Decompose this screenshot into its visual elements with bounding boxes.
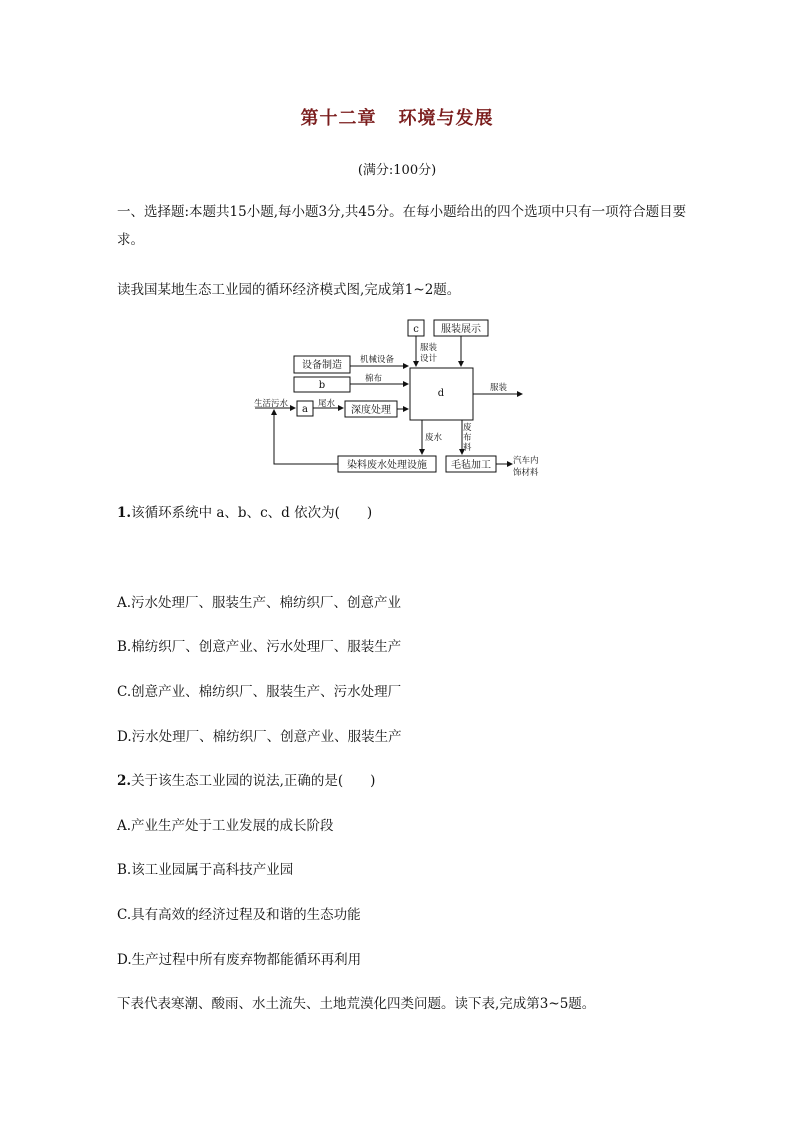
label-box-a: a [302, 404, 308, 415]
label-design-2: 设计 [420, 354, 438, 364]
label-wastewater: 废水 [425, 433, 443, 443]
label-clothing: 服装 [490, 383, 508, 393]
circular-economy-diagram [250, 316, 560, 482]
label-tailwater: 尾水 [318, 399, 336, 409]
label-cotton: 棉布 [365, 374, 383, 384]
question-2-number: 2. [117, 773, 132, 789]
q1-option-c: C.创意产业、棉纺织厂、服装生产、污水处理厂 [117, 684, 402, 700]
q1-option-d: D.污水处理厂、棉纺织厂、创意产业、服装生产 [117, 729, 402, 745]
label-box-c: c [413, 324, 419, 335]
label-scrap-2: 布 [463, 433, 472, 443]
label-design-1: 服装 [420, 343, 438, 353]
label-box-d: d [437, 388, 445, 399]
question-2-stem: 关于该生态工业园的说法,正确的是( ) [131, 773, 376, 789]
label-box-b: b [318, 380, 326, 391]
q2-option-a: A.产业生产处于工业发展的成长阶段 [117, 818, 334, 834]
score-note: (满分:100分) [357, 163, 437, 178]
table-intro: 下表代表寒潮、酸雨、水土流失、土地荒漠化四类问题。读下表,完成第3~5题。 [117, 996, 596, 1012]
label-scrap-1: 废 [463, 423, 472, 433]
label-equipment: 设备制造 [302, 360, 342, 371]
question-1-stem: 该循环系统中 a、b、c、d 依次为( ) [131, 505, 373, 521]
label-machinery: 机械设备 [360, 355, 395, 365]
label-sewage: 生活污水 [254, 399, 289, 409]
chapter-name: 环境与发展 [398, 108, 494, 129]
label-car-2: 饰材料 [513, 468, 539, 478]
diagram-intro: 读我国某地生态工业园的循环经济模式图,完成第1~2题。 [117, 282, 461, 298]
label-felt: 毛毡加工 [451, 460, 491, 471]
q2-option-d: D.生产过程中所有废弃物都能循环再利用 [117, 952, 362, 968]
q2-option-c: C.具有高效的经济过程及和谐的生态功能 [117, 907, 361, 923]
chapter-number: 第十二章 [300, 108, 377, 129]
question-2 [117, 769, 375, 789]
q1-option-a: A.污水处理厂、服装生产、棉纺织厂、创意产业 [117, 595, 402, 611]
section-intro: 一、选择题:本题共15小题,每小题3分,共45分。在每小题给出的四个选项中只有一项符合题目要求。 [117, 204, 687, 248]
q1-option-b: B.棉纺织厂、创意产业、污水处理厂、服装生产 [117, 639, 402, 655]
question-1-number: 1. [117, 505, 132, 521]
chapter-title [0, 104, 794, 130]
label-fashion-show: 服装展示 [441, 324, 481, 335]
label-dye: 染料废水处理设施 [347, 460, 427, 471]
question-1 [117, 501, 372, 521]
label-deep: 深度处理 [351, 405, 391, 416]
label-car-1: 汽车内 [513, 456, 539, 466]
q2-option-b: B.该工业园属于高科技产业园 [117, 862, 294, 878]
label-scrap-3: 料 [463, 443, 472, 453]
